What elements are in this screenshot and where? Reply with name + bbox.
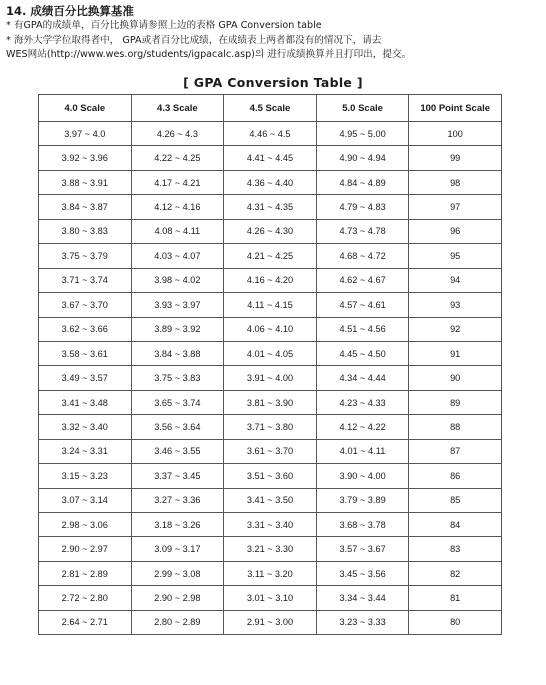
table-row — [39, 244, 502, 268]
cell-value: 82 — [450, 568, 461, 579]
cell-value: 3.56 ~ 3.64 — [154, 421, 201, 432]
cell-5-0-scale — [316, 195, 409, 219]
cell-value: 2.81 ~ 2.89 — [61, 568, 108, 579]
cell-100-point-scale — [409, 439, 502, 463]
table-row — [39, 268, 502, 292]
cell-value: 4.34 ~ 4.44 — [339, 373, 386, 384]
table-body — [39, 122, 502, 635]
cell-5-0-scale — [316, 293, 409, 317]
cell-5-0-scale — [316, 415, 409, 439]
cell-value: 4.51 ~ 4.56 — [339, 324, 386, 335]
column-header-4-0-scale: 4.0 Scale — [39, 95, 132, 122]
cell-value: 3.75 ~ 3.79 — [61, 250, 108, 261]
cell-value: 4.41 ~ 4.45 — [246, 153, 294, 164]
cell-value: 90 — [450, 373, 461, 384]
cell-4-3-scale — [131, 366, 224, 390]
cell-100-point-scale — [409, 146, 502, 170]
cell-4-0-scale — [39, 268, 132, 292]
cell-4-3-scale — [131, 488, 224, 512]
table-row — [39, 366, 502, 390]
cell-5-0-scale — [316, 219, 409, 243]
cell-4-3-scale — [131, 195, 224, 219]
cell-4-3-scale — [131, 390, 224, 414]
cell-value: 3.97 ~ 4.0 — [64, 128, 106, 139]
cell-4-5-scale — [224, 439, 317, 463]
cell-value: 4.06 ~ 4.10 — [246, 324, 294, 335]
cell-5-0-scale — [316, 610, 409, 634]
cell-value: 4.08 ~ 4.11 — [154, 226, 201, 237]
cell-value: 3.24 ~ 3.31 — [61, 446, 108, 457]
cell-100-point-scale — [409, 293, 502, 317]
cell-100-point-scale — [409, 268, 502, 292]
table-row — [39, 122, 502, 146]
cell-value: 4.79 ~ 4.83 — [339, 202, 386, 213]
cell-4-5-scale — [224, 317, 317, 341]
cell-4-5-scale — [224, 390, 317, 414]
cell-value: 4.01 ~ 4.05 — [246, 348, 294, 359]
cell-value: 4.31 ~ 4.35 — [246, 202, 294, 213]
cell-5-0-scale — [316, 341, 409, 365]
section-heading: 14. 成绩百分比换算基准 — [6, 4, 134, 18]
cell-100-point-scale — [409, 537, 502, 561]
table-row — [39, 610, 502, 634]
cell-value: 83 — [450, 544, 461, 555]
cell-value: 3.71 ~ 3.80 — [246, 421, 294, 432]
cell-value: 3.31 ~ 3.40 — [246, 519, 294, 530]
cell-4-5-scale — [224, 122, 317, 146]
cell-4-3-scale — [131, 317, 224, 341]
cell-100-point-scale — [409, 244, 502, 268]
cell-value: 4.68 ~ 4.72 — [339, 250, 386, 261]
cell-value: 4.12 ~ 4.22 — [339, 421, 386, 432]
cell-value: 4.26 ~ 4.3 — [156, 128, 198, 139]
cell-value: 3.80 ~ 3.83 — [61, 226, 108, 237]
cell-value: 85 — [450, 495, 461, 506]
cell-value: 2.91 ~ 3.00 — [246, 617, 294, 628]
cell-value: 3.21 ~ 3.30 — [246, 544, 294, 555]
cell-value: 4.21 ~ 4.25 — [246, 250, 294, 261]
cell-value: 2.90 ~ 2.98 — [154, 593, 201, 604]
cell-5-0-scale — [316, 537, 409, 561]
cell-value: 3.57 ~ 3.67 — [339, 544, 386, 555]
cell-value: 3.75 ~ 3.83 — [154, 373, 201, 384]
cell-100-point-scale — [409, 415, 502, 439]
cell-value: 4.90 ~ 4.94 — [339, 153, 386, 164]
cell-value: 3.41 ~ 3.48 — [61, 397, 108, 408]
cell-4-0-scale — [39, 122, 132, 146]
cell-value: 4.73 ~ 4.78 — [339, 226, 386, 237]
cell-5-0-scale — [316, 170, 409, 194]
cell-value: 4.16 ~ 4.20 — [246, 275, 294, 286]
cell-4-0-scale — [39, 219, 132, 243]
cell-value: 2.72 ~ 2.80 — [61, 593, 108, 604]
cell-value: 4.45 ~ 4.50 — [339, 348, 386, 359]
cell-4-5-scale — [224, 293, 317, 317]
cell-value: 4.01 ~ 4.11 — [339, 446, 386, 457]
cell-value: 3.49 ~ 3.57 — [61, 373, 108, 384]
cell-4-5-scale — [224, 170, 317, 194]
cell-value: 3.71 ~ 3.74 — [61, 275, 108, 286]
note-line-3: WES网站(http://www.wes.org/students/igpacalc.asp)의 进行成绩换算并且打印出，提交。 — [6, 49, 412, 60]
note-line-2: * 海外大学学位取得者中， GPA或者百分比成绩，在成绩表上两者都没有的情况下，请去 — [6, 34, 382, 46]
cell-4-5-scale — [224, 195, 317, 219]
cell-value: 4.46 ~ 4.5 — [249, 128, 291, 139]
cell-4-3-scale — [131, 244, 224, 268]
cell-5-0-scale — [316, 366, 409, 390]
cell-4-3-scale — [131, 610, 224, 634]
cell-value: 2.98 ~ 3.06 — [61, 519, 108, 530]
cell-value: 3.18 ~ 3.26 — [154, 519, 201, 530]
cell-5-0-scale — [316, 439, 409, 463]
cell-100-point-scale — [409, 488, 502, 512]
cell-100-point-scale — [409, 610, 502, 634]
table-row — [39, 293, 502, 317]
cell-value: 3.23 ~ 3.33 — [339, 617, 386, 628]
gpa-conversion-table — [38, 94, 502, 635]
cell-4-0-scale — [39, 439, 132, 463]
cell-value: 3.88 ~ 3.91 — [61, 177, 108, 188]
cell-4-3-scale — [131, 219, 224, 243]
cell-value: 3.58 ~ 3.61 — [61, 348, 108, 359]
cell-value: 3.32 ~ 3.40 — [61, 421, 108, 432]
cell-value: 2.99 ~ 3.08 — [154, 568, 201, 579]
cell-value: 3.27 ~ 3.36 — [154, 495, 201, 506]
cell-4-0-scale — [39, 146, 132, 170]
cell-value: 91 — [450, 348, 461, 359]
cell-value: 3.90 ~ 4.00 — [339, 470, 386, 481]
note-line-1: * 有GPA的成绩单，百分比换算请参照上边的表格 GPA Conversion table — [6, 20, 322, 31]
cell-4-0-scale — [39, 537, 132, 561]
document-header — [6, 3, 540, 63]
cell-100-point-scale — [409, 122, 502, 146]
cell-value: 98 — [450, 177, 461, 188]
cell-value: 4.26 ~ 4.30 — [246, 226, 294, 237]
cell-value: 97 — [450, 202, 461, 213]
cell-4-5-scale — [224, 244, 317, 268]
cell-4-0-scale — [39, 561, 132, 585]
column-header-100-point-scale: 100 Point Scale — [409, 95, 502, 122]
table-row — [39, 586, 502, 610]
cell-4-0-scale — [39, 293, 132, 317]
table-row — [39, 390, 502, 414]
cell-value: 3.89 ~ 3.92 — [154, 324, 201, 335]
cell-4-0-scale — [39, 317, 132, 341]
cell-value: 3.92 ~ 3.96 — [61, 153, 108, 164]
cell-value: 3.15 ~ 3.23 — [61, 470, 108, 481]
cell-value: 4.03 ~ 4.07 — [154, 250, 201, 261]
cell-4-5-scale — [224, 537, 317, 561]
table-row — [39, 561, 502, 585]
cell-value: 96 — [450, 226, 461, 237]
cell-value: 3.67 ~ 3.70 — [61, 299, 108, 310]
cell-4-3-scale — [131, 146, 224, 170]
cell-4-5-scale — [224, 488, 317, 512]
cell-5-0-scale — [316, 268, 409, 292]
cell-value: 2.64 ~ 2.71 — [61, 617, 108, 628]
cell-4-3-scale — [131, 586, 224, 610]
cell-value: 4.22 ~ 4.25 — [154, 153, 201, 164]
cell-4-0-scale — [39, 488, 132, 512]
table-title: [ GPA Conversion Table ] — [183, 75, 363, 90]
cell-value: 95 — [450, 250, 461, 261]
cell-4-3-scale — [131, 513, 224, 537]
table-row — [39, 513, 502, 537]
column-header-5-0-scale: 5.0 Scale — [316, 95, 409, 122]
cell-value: 3.46 ~ 3.55 — [154, 446, 201, 457]
cell-100-point-scale — [409, 341, 502, 365]
cell-value: 3.98 ~ 4.02 — [154, 275, 201, 286]
cell-value: 4.57 ~ 4.61 — [339, 299, 386, 310]
cell-value: 89 — [450, 397, 461, 408]
cell-value: 3.62 ~ 3.66 — [61, 324, 108, 335]
cell-4-0-scale — [39, 170, 132, 194]
table-row — [39, 439, 502, 463]
table-row — [39, 341, 502, 365]
cell-value: 4.11 ~ 4.15 — [247, 299, 293, 310]
cell-value: 87 — [450, 446, 461, 457]
cell-value: 3.07 ~ 3.14 — [61, 495, 108, 506]
cell-100-point-scale — [409, 366, 502, 390]
cell-5-0-scale — [316, 244, 409, 268]
table-row — [39, 195, 502, 219]
cell-value: 88 — [450, 421, 461, 432]
cell-4-5-scale — [224, 610, 317, 634]
cell-value: 3.61 ~ 3.70 — [246, 446, 294, 457]
cell-4-3-scale — [131, 561, 224, 585]
cell-4-3-scale — [131, 122, 224, 146]
table-row — [39, 317, 502, 341]
cell-value: 3.11 ~ 3.20 — [247, 568, 293, 579]
cell-value: 81 — [450, 593, 461, 604]
cell-value: 99 — [450, 153, 461, 164]
table-row — [39, 415, 502, 439]
cell-value: 94 — [450, 275, 461, 286]
table-header-row — [39, 95, 502, 122]
cell-100-point-scale — [409, 390, 502, 414]
table-row — [39, 464, 502, 488]
cell-value: 4.17 ~ 4.21 — [154, 177, 201, 188]
cell-value: 3.34 ~ 3.44 — [339, 593, 386, 604]
cell-value: 3.65 ~ 3.74 — [154, 397, 201, 408]
cell-5-0-scale — [316, 146, 409, 170]
cell-4-3-scale — [131, 439, 224, 463]
cell-4-0-scale — [39, 610, 132, 634]
table-row — [39, 537, 502, 561]
cell-value: 4.95 ~ 5.00 — [339, 128, 386, 139]
cell-4-5-scale — [224, 146, 317, 170]
table-row — [39, 219, 502, 243]
cell-100-point-scale — [409, 561, 502, 585]
cell-4-0-scale — [39, 415, 132, 439]
cell-4-0-scale — [39, 244, 132, 268]
cell-value: 4.36 ~ 4.40 — [246, 177, 294, 188]
table-row — [39, 146, 502, 170]
cell-4-3-scale — [131, 293, 224, 317]
cell-5-0-scale — [316, 561, 409, 585]
cell-4-5-scale — [224, 219, 317, 243]
cell-4-0-scale — [39, 513, 132, 537]
cell-value: 3.93 ~ 3.97 — [154, 299, 201, 310]
cell-value: 2.90 ~ 2.97 — [61, 544, 108, 555]
cell-4-3-scale — [131, 464, 224, 488]
cell-4-5-scale — [224, 415, 317, 439]
cell-5-0-scale — [316, 390, 409, 414]
cell-100-point-scale — [409, 317, 502, 341]
cell-value: 100 — [447, 128, 463, 139]
cell-value: 3.84 ~ 3.87 — [61, 202, 108, 213]
cell-4-0-scale — [39, 341, 132, 365]
cell-5-0-scale — [316, 513, 409, 537]
cell-value: 93 — [450, 299, 461, 310]
cell-5-0-scale — [316, 488, 409, 512]
cell-4-0-scale — [39, 366, 132, 390]
cell-5-0-scale — [316, 122, 409, 146]
cell-4-3-scale — [131, 268, 224, 292]
cell-4-3-scale — [131, 415, 224, 439]
cell-4-5-scale — [224, 366, 317, 390]
cell-4-5-scale — [224, 561, 317, 585]
cell-4-3-scale — [131, 341, 224, 365]
cell-value: 84 — [450, 519, 461, 530]
table-row — [39, 488, 502, 512]
cell-value: 3.45 ~ 3.56 — [339, 568, 386, 579]
cell-value: 3.51 ~ 3.60 — [246, 470, 294, 481]
column-header-4-3-scale: 4.3 Scale — [131, 95, 224, 122]
cell-value: 3.41 ~ 3.50 — [246, 495, 294, 506]
cell-4-3-scale — [131, 170, 224, 194]
cell-5-0-scale — [316, 586, 409, 610]
cell-value: 2.80 ~ 2.89 — [154, 617, 201, 628]
cell-value: 3.84 ~ 3.88 — [154, 348, 201, 359]
cell-4-5-scale — [224, 586, 317, 610]
cell-value: 4.12 ~ 4.16 — [154, 202, 201, 213]
column-header-4-5-scale: 4.5 Scale — [224, 95, 317, 122]
cell-100-point-scale — [409, 170, 502, 194]
cell-value: 4.62 ~ 4.67 — [339, 275, 386, 286]
cell-100-point-scale — [409, 219, 502, 243]
cell-100-point-scale — [409, 586, 502, 610]
cell-100-point-scale — [409, 464, 502, 488]
cell-4-5-scale — [224, 341, 317, 365]
cell-value: 4.84 ~ 4.89 — [339, 177, 386, 188]
cell-value: 3.79 ~ 3.89 — [339, 495, 386, 506]
cell-value: 86 — [450, 470, 461, 481]
cell-4-0-scale — [39, 464, 132, 488]
cell-value: 92 — [450, 324, 461, 335]
cell-value: 3.81 ~ 3.90 — [246, 397, 294, 408]
cell-100-point-scale — [409, 513, 502, 537]
cell-value: 80 — [450, 617, 461, 628]
cell-value: 3.91 ~ 4.00 — [246, 373, 294, 384]
cell-value: 3.37 ~ 3.45 — [154, 470, 201, 481]
cell-4-5-scale — [224, 464, 317, 488]
cell-4-0-scale — [39, 586, 132, 610]
cell-4-0-scale — [39, 390, 132, 414]
cell-4-5-scale — [224, 513, 317, 537]
cell-5-0-scale — [316, 317, 409, 341]
cell-value: 3.68 ~ 3.78 — [339, 519, 386, 530]
cell-100-point-scale — [409, 195, 502, 219]
cell-value: 3.01 ~ 3.10 — [246, 593, 294, 604]
cell-4-0-scale — [39, 195, 132, 219]
cell-value: 3.09 ~ 3.17 — [154, 544, 201, 555]
table-row — [39, 170, 502, 194]
cell-value: 4.23 ~ 4.33 — [339, 397, 386, 408]
cell-5-0-scale — [316, 464, 409, 488]
cell-4-5-scale — [224, 268, 317, 292]
cell-4-3-scale — [131, 537, 224, 561]
